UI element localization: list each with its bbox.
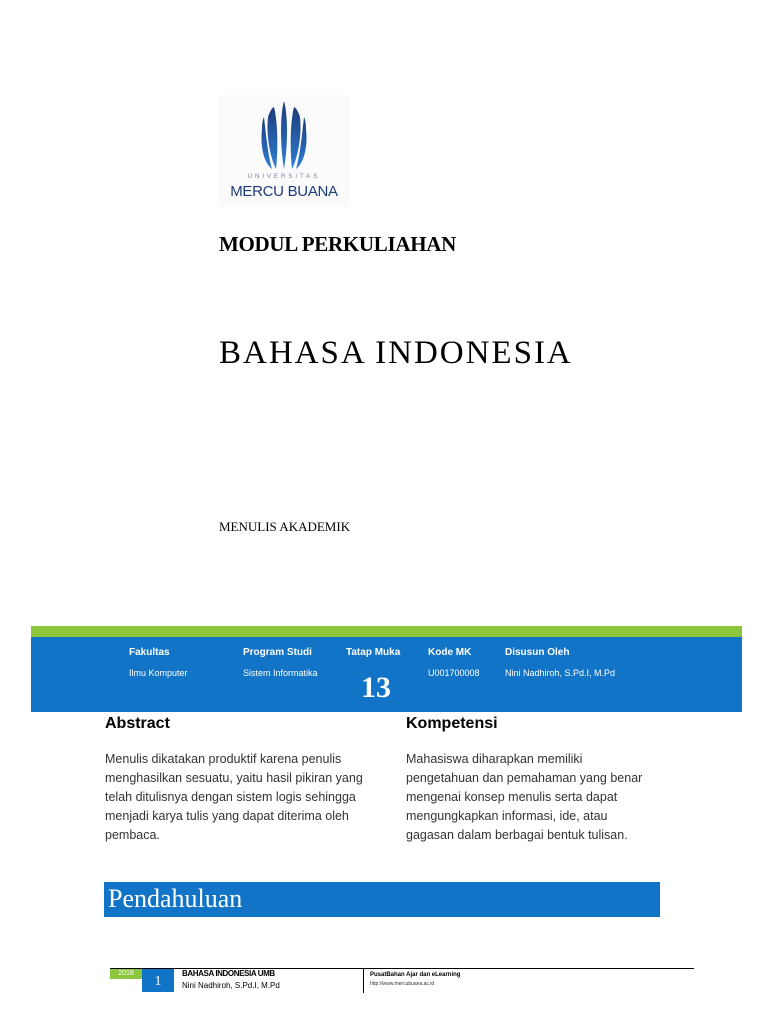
kode-mk-value: U001700008 [428,668,480,678]
disusun-label: Disusun Oleh [505,647,570,658]
info-band [31,637,742,712]
section-heading-bar [104,882,660,917]
footer-org: PusatBahan Ajar dan eLearning [370,972,461,978]
disusun-value: Nini Nadhiroh, S.Pd.I, M.Pd [505,668,616,678]
prodi-value: Sistem Informatika [243,668,318,678]
tatap-muka-label: Tatap Muka [346,647,401,658]
kompetensi-heading: Kompetensi [406,715,498,732]
kompetensi-text: Mahasiswa diharapkan memiliki pengetahuan dan pemahaman yang benar mengenai konsep menulis serta dapat mengungkapkan informasi, ide, atau gagasan dalam berbagai bentuk tulisan. [406,752,643,842]
prodi-label: Program Studi [243,647,312,658]
fakultas-label: Fakultas [129,647,170,658]
footer-page-number: 1 [142,969,174,992]
abstract-heading: Abstract [105,715,170,732]
topic-title: MENULIS AKADEMIK [219,519,351,534]
footer-author: Nini Nadhiroh, S.Pd.I, M.Pd [182,981,280,990]
logo-name: MERCU BUANA [230,183,338,200]
mercu-buana-emblem-icon [218,95,350,175]
abstract-text: Menulis dikatakan produktif karena penulis menghasilkan sesuatu, yaitu hasil pikiran yang telah ditulisnya dengan sistem logis sehingga menjadi karya tulis yang dapat diterima oleh pembaca. [105,752,363,842]
fakultas-value: Ilmu Komputer [129,668,188,678]
footer-vertical-divider [363,969,364,993]
footer-url[interactable]: http://www.mercubuana.ac.id [370,981,435,987]
kode-mk-label: Kode MK [428,647,472,658]
university-logo [218,95,350,207]
green-accent-bar [31,626,742,637]
footer-year: 2018 [110,969,142,979]
course-title: BAHASA INDONESIA [219,335,573,371]
footer-title: BAHASA INDONESIA UMB [182,969,275,978]
tatap-muka-value: 13 [361,671,391,704]
section-title: Pendahuluan [108,884,243,913]
logo-subtitle: UNIVERSITAS [247,174,321,180]
modul-title: MODUL PERKULIAHAN [219,232,456,256]
